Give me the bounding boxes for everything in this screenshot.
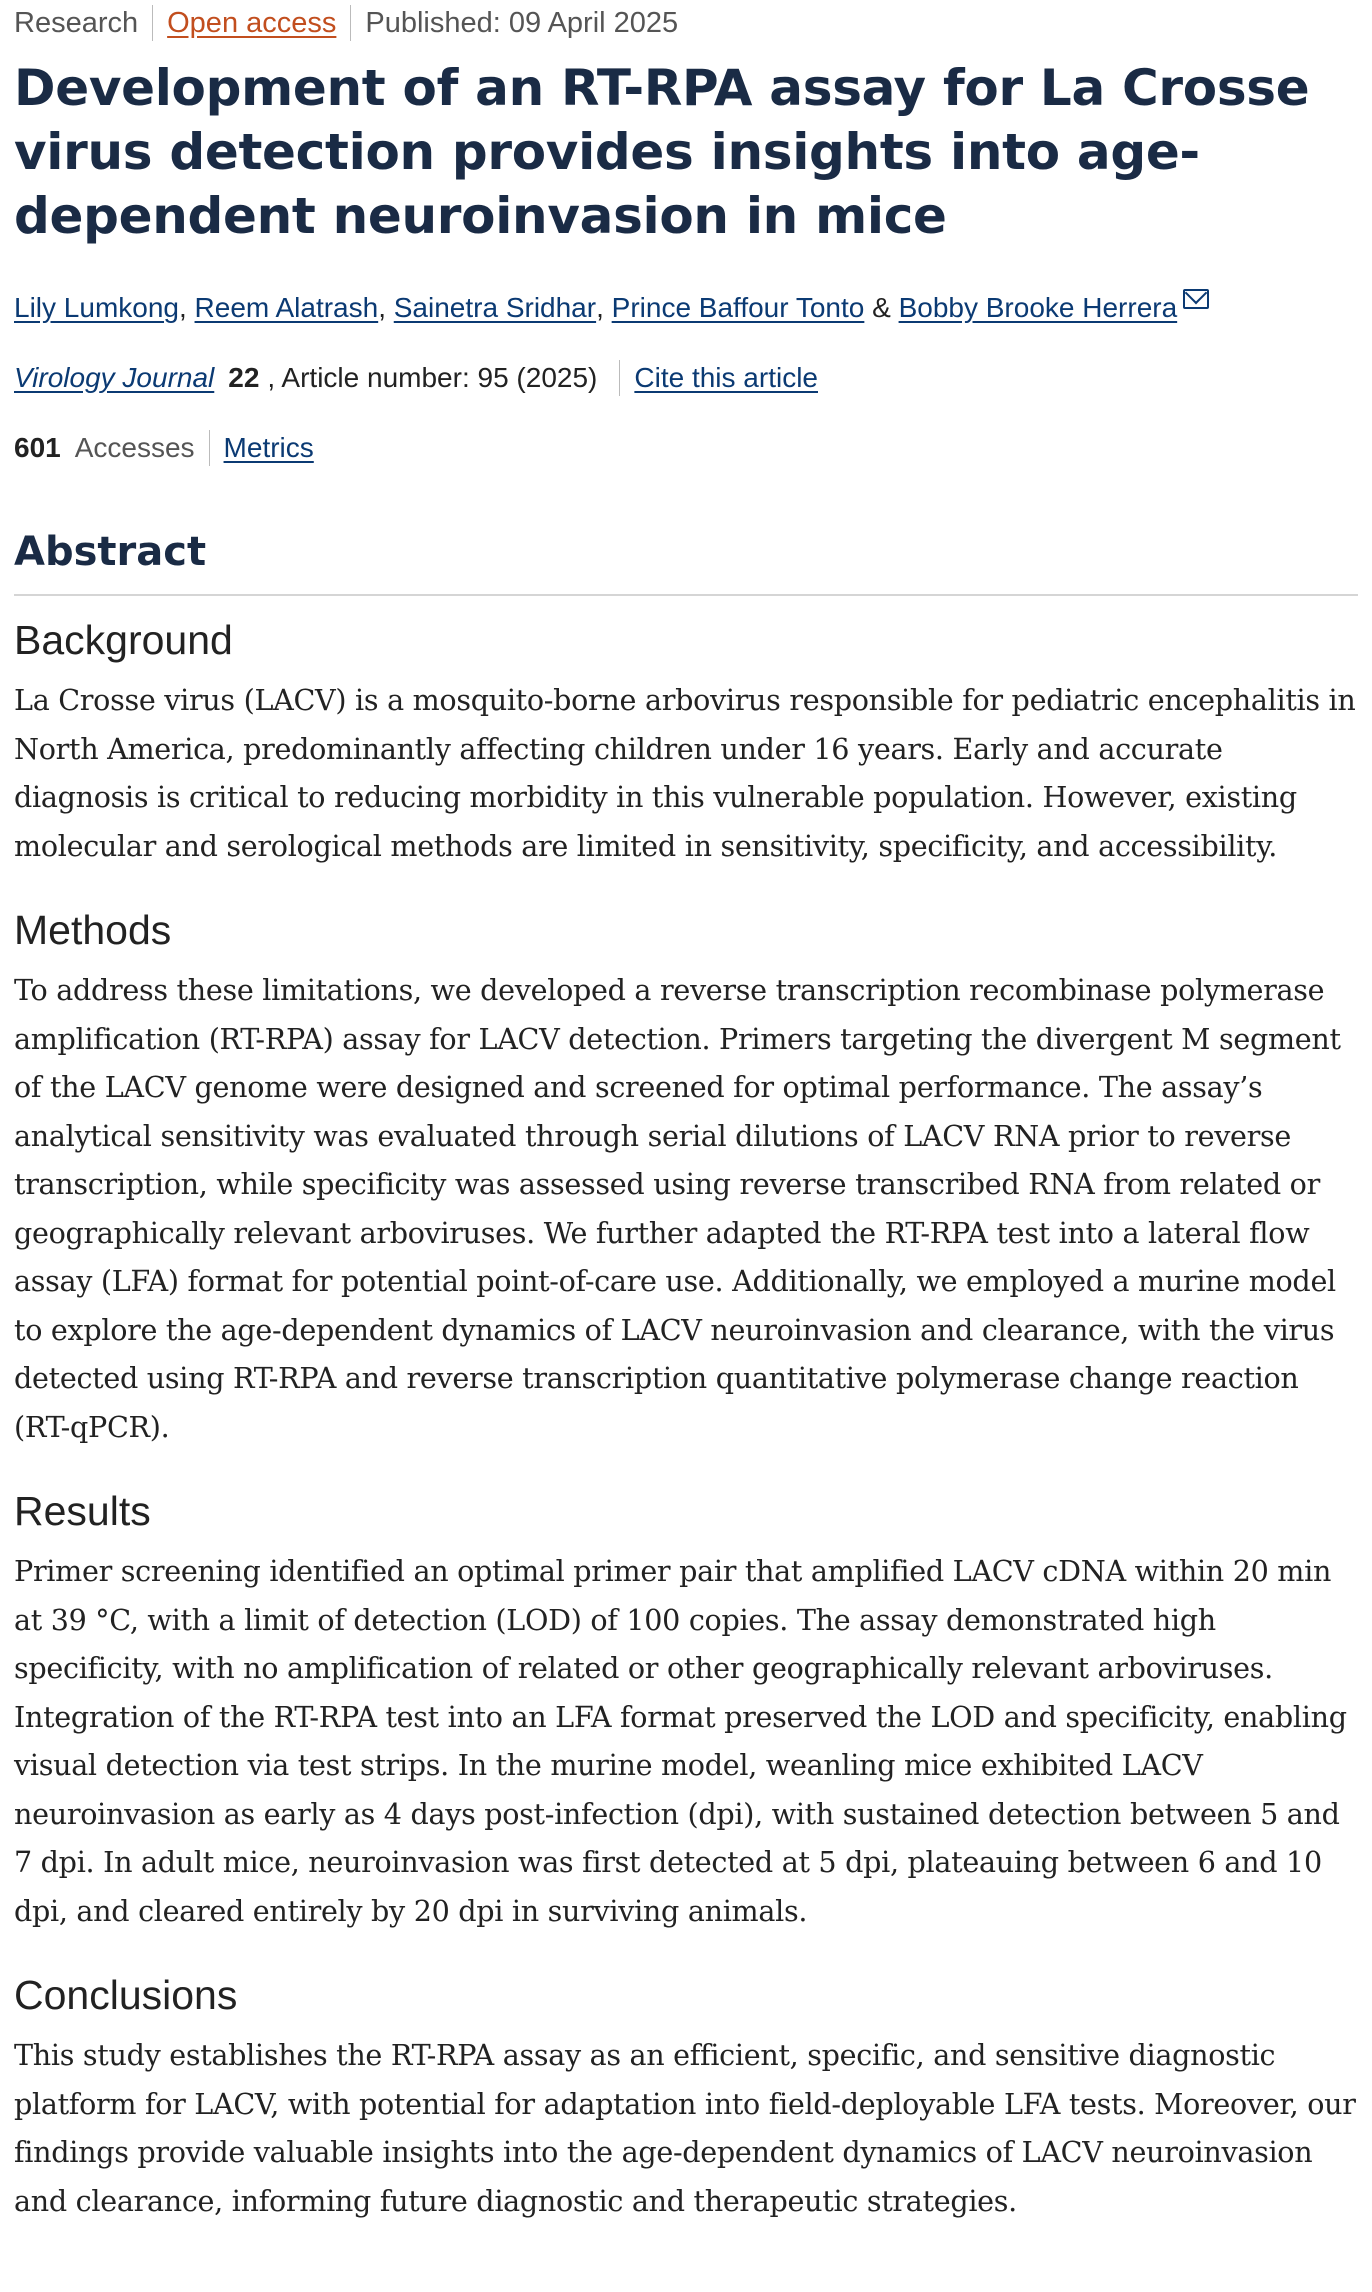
results-section — [14, 1485, 1358, 1935]
article-meta — [14, 0, 1358, 46]
cite-article-link[interactable]: Cite this article — [634, 362, 818, 393]
author-link[interactable]: Lily Lumkong — [14, 292, 179, 323]
citation-row — [14, 358, 1358, 398]
access-stats — [14, 428, 1358, 468]
access-label: Accesses — [74, 432, 195, 463]
mail-icon[interactable] — [1183, 289, 1209, 309]
author-link[interactable]: Reem Alatrash — [194, 292, 379, 323]
methods-section — [14, 904, 1358, 1451]
conclusions-section — [14, 1969, 1358, 2225]
divider — [209, 430, 210, 466]
section-body: To address these limitations, we developed a reverse transcription recombinase polymerase amplification (RT-RPA) assay for LACV detection. Primers targeting the divergent M segment of the LACV genome were designed and screened for optimal performance. The assay’s analytical sensitivity was evaluated through serial dilutions of LACV RNA prior to reverse transcription, while specificity was assessed using reverse transcribed RNA from related or geographically relevant arboviruses. We further adapted the RT-RPA test into a lateral flow assay (LFA) format for potential point-of-care use. Additionally, we employed a murine model to explore the age-dependent dynamics of LACV neuroinvasion and clearance, with the virus detected using RT-RPA and reverse transcription quantitative polymerase change reaction (RT-qPCR). — [14, 973, 1341, 1444]
author-link[interactable]: Bobby Brooke Herrera — [898, 292, 1178, 323]
author-list: Lily Lumkong , Reem Alatrash , Sainetra Sridhar , Prince Baffour Tonto & Bobby Brooke Herrera — [14, 288, 1358, 328]
open-access-link[interactable]: Open access — [167, 6, 337, 39]
divider — [619, 360, 620, 396]
author-link[interactable]: Prince Baffour Tonto — [611, 292, 865, 323]
published-date: Published: 09 April 2025 — [365, 6, 679, 39]
access-count: 601 — [14, 432, 61, 463]
section-body: Primer screening identified an optimal primer pair that amplified LACV cDNA within 20 min at 39 °C, with a limit of detection (LOD) of 100 copies. The assay demonstrated high specificity, with no amplification of related or other geographically relevant arboviruses. Integration of the RT-RPA test into an LFA format preserved the LOD and specificity, enabling visual detection via test strips. In the murine model, weanling mice exhibited LACV neuroinvasion as early as 4 days post-infection (dpi), with sustained detection between 5 and 7 dpi. In adult mice, neuroinvasion was first detected at 5 dpi, plateauing between 6 and 10 dpi, and cleared entirely by 20 dpi in surviving animals. — [14, 1554, 1347, 1928]
section-body: La Crosse virus (LACV) is a mosquito-borne arbovirus responsible for pediatric encephalitis in North America, predominantly affecting children under 16 years. Early and accurate diagnosis is critical to reducing morbidity in this vulnerable population. However, existing molecular and serological methods are limited in sensitivity, specificity, and accessibility. — [14, 683, 1356, 863]
divider — [152, 5, 153, 41]
section-heading: Conclusions — [14, 1972, 238, 2018]
article-title: Development of an RT-RPA assay for La Crosse virus detection provides insights into age-dependent neuroinvasion in mice — [14, 59, 1310, 245]
section-heading: Methods — [14, 907, 172, 953]
section-body: This study establishes the RT-RPA assay as an efficient, specific, and sensitive diagnostic platform for LACV, with potential for adaptation into field-deployable LFA tests. Moreover, our findings provide valuable insights into the age-dependent dynamics of LACV neuroinvasion and clearance, informing future diagnostic and therapeutic strategies. — [14, 2038, 1356, 2218]
author-link[interactable]: Sainetra Sridhar — [393, 292, 597, 323]
journal-link[interactable]: Virology Journal — [14, 362, 215, 393]
abstract-heading: Abstract — [14, 526, 1358, 596]
section-heading: Background — [14, 617, 233, 663]
section-heading: Results — [14, 1488, 151, 1534]
background-section — [14, 614, 1358, 870]
metrics-link[interactable]: Metrics — [223, 432, 314, 463]
divider — [350, 5, 351, 41]
article-number: , Article number: 95 (2025) — [267, 362, 598, 393]
article-type: Research — [14, 6, 139, 39]
journal-volume: 22 — [228, 362, 260, 393]
